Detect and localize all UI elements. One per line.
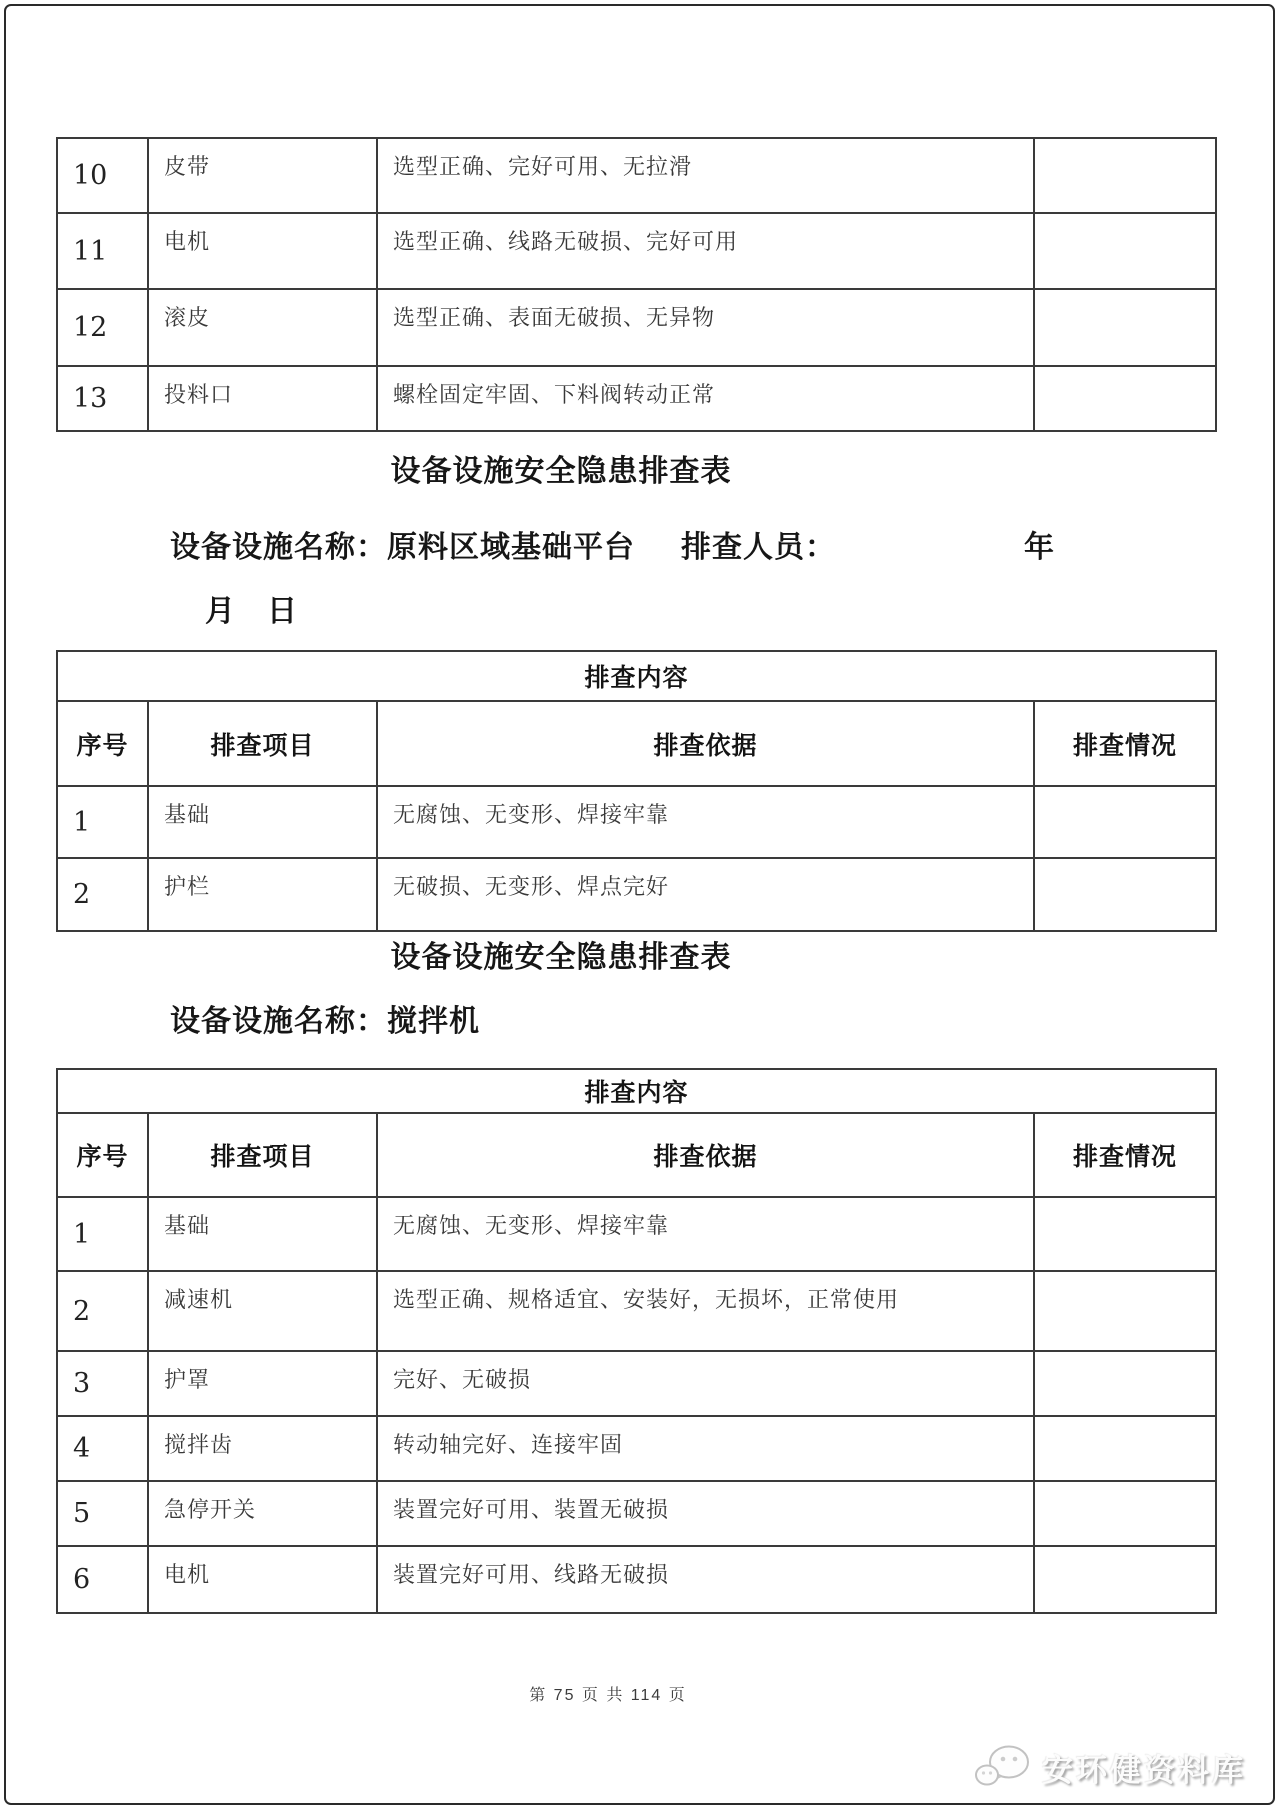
section2-device-name: 设备设施名称：搅拌机	[170, 1005, 480, 1038]
watermark	[974, 1744, 1246, 1790]
criteria-cell: 螺栓固定牢固、下料阀转动正常	[377, 366, 1034, 431]
item-cell: 投料口	[148, 366, 377, 431]
criteria-cell: 选型正确、线路无破损、完好可用	[377, 213, 1034, 289]
item-cell: 急停开关	[148, 1481, 377, 1546]
criteria-cell: 装置完好可用、线路无破损	[377, 1546, 1034, 1613]
status-cell	[1034, 786, 1216, 858]
column-header-row	[57, 701, 1216, 786]
content-header-row	[57, 651, 1216, 701]
column-header-item: 排查项目	[148, 1113, 377, 1197]
status-cell	[1034, 138, 1216, 213]
table-row	[57, 1271, 1216, 1351]
serial-cell: 13	[57, 366, 148, 431]
item-cell: 护罩	[148, 1351, 377, 1416]
item-cell: 电机	[148, 1546, 377, 1613]
status-cell	[1034, 366, 1216, 431]
column-header-item: 排查项目	[148, 701, 377, 786]
serial-cell: 2	[57, 1271, 148, 1351]
table-row	[57, 858, 1216, 931]
serial-cell: 12	[57, 289, 148, 366]
item-cell: 基础	[148, 1197, 377, 1271]
item-cell: 皮带	[148, 138, 377, 213]
section2-title: 设备设施安全隐患排查表	[390, 941, 732, 974]
page-number: 第 75 页 共 114 页	[529, 1687, 687, 1704]
item-cell: 减速机	[148, 1271, 377, 1351]
wechat-icon	[974, 1744, 1032, 1790]
criteria-cell: 无腐蚀、无变形、焊接牢靠	[377, 786, 1034, 858]
column-header-status: 排查情况	[1034, 1113, 1216, 1197]
serial-cell: 2	[57, 858, 148, 931]
content-header: 排查内容	[57, 1069, 1216, 1113]
criteria-cell: 无破损、无变形、焊点完好	[377, 858, 1034, 931]
table-row	[57, 1197, 1216, 1271]
item-cell: 搅拌齿	[148, 1416, 377, 1481]
device-name-label: 设备设施名称：原料区域基础平台	[170, 531, 635, 564]
content-header: 排查内容	[57, 651, 1216, 701]
criteria-cell: 选型正确、完好可用、无拉滑	[377, 138, 1034, 213]
inspection-table-continuation	[56, 137, 1217, 432]
criteria-cell: 选型正确、表面无破损、无异物	[377, 289, 1034, 366]
content-header-row	[57, 1069, 1216, 1113]
status-cell	[1034, 1546, 1216, 1613]
item-cell: 电机	[148, 213, 377, 289]
status-cell	[1034, 1271, 1216, 1351]
criteria-cell: 选型正确、规格适宜、安装好，无损坏，正常使用	[377, 1271, 1034, 1351]
inspection-table-platform	[56, 650, 1217, 932]
table-row	[57, 1481, 1216, 1546]
month-day-label: 月 日	[205, 595, 298, 628]
column-header-status: 排查情况	[1034, 701, 1216, 786]
table-row	[57, 1546, 1216, 1613]
serial-cell: 4	[57, 1416, 148, 1481]
status-cell	[1034, 1416, 1216, 1481]
serial-cell: 11	[57, 213, 148, 289]
section1-title: 设备设施安全隐患排查表	[390, 455, 732, 488]
item-cell: 护栏	[148, 858, 377, 931]
inspector-label: 排查人员：	[681, 531, 836, 564]
section1-meta-line	[170, 533, 1055, 563]
table-row	[57, 366, 1216, 431]
serial-cell: 1	[57, 786, 148, 858]
table-row	[57, 1416, 1216, 1481]
status-cell	[1034, 213, 1216, 289]
table-row	[57, 138, 1216, 213]
year-label: 年	[1024, 531, 1055, 564]
column-header-criteria: 排查依据	[377, 1113, 1034, 1197]
column-header-criteria: 排查依据	[377, 701, 1034, 786]
criteria-cell: 转动轴完好、连接牢固	[377, 1416, 1034, 1481]
serial-cell: 1	[57, 1197, 148, 1271]
column-header-serial: 序号	[57, 1113, 148, 1197]
item-cell: 滚皮	[148, 289, 377, 366]
table-row	[57, 289, 1216, 366]
column-header-row	[57, 1113, 1216, 1197]
status-cell	[1034, 1351, 1216, 1416]
criteria-cell: 完好、无破损	[377, 1351, 1034, 1416]
serial-cell: 10	[57, 138, 148, 213]
serial-cell: 3	[57, 1351, 148, 1416]
serial-cell: 5	[57, 1481, 148, 1546]
status-cell	[1034, 1481, 1216, 1546]
status-cell	[1034, 858, 1216, 931]
criteria-cell: 装置完好可用、装置无破损	[377, 1481, 1034, 1546]
item-cell: 基础	[148, 786, 377, 858]
watermark-text: 安环健资料库	[1042, 1752, 1246, 1788]
table-row	[57, 1351, 1216, 1416]
status-cell	[1034, 1197, 1216, 1271]
table-row	[57, 213, 1216, 289]
table-row	[57, 786, 1216, 858]
status-cell	[1034, 289, 1216, 366]
serial-cell: 6	[57, 1546, 148, 1613]
column-header-serial: 序号	[57, 701, 148, 786]
inspection-table-mixer	[56, 1068, 1217, 1614]
criteria-cell: 无腐蚀、无变形、焊接牢靠	[377, 1197, 1034, 1271]
